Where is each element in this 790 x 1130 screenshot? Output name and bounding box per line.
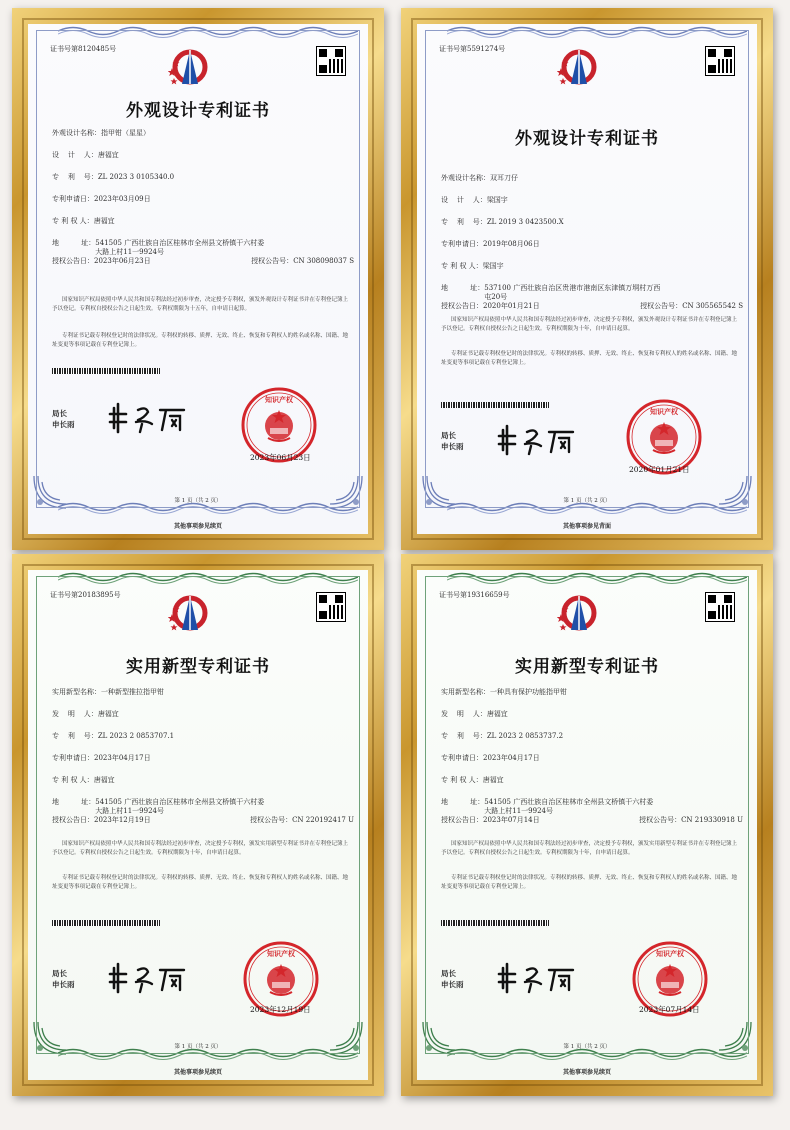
certificate-fields — [52, 688, 354, 838]
field-label: 专利申请日： — [52, 754, 94, 762]
certificate-title: 外观设计专利证书 — [126, 101, 270, 121]
qr-code-icon — [316, 46, 346, 76]
seal-date: 2023年06月23日 — [250, 453, 311, 462]
address-line-2: 屯20号 — [484, 292, 508, 301]
field-label: 专 利 权 人： — [52, 217, 94, 225]
field-label: 专利申请日： — [52, 195, 94, 203]
seal-date: 2020年01月21日 — [629, 465, 690, 474]
field-value: ZL 2019 3 0423500.X — [486, 218, 564, 226]
certificate-paragraph-1: 国家知识产权局依照中华人民共和国专利法经过初步审查，决定授予专利权，颁发外观设计专利证书并在专利登记簿上予以登记。专利权自授权公告之日起生效。专利权期限为十五年，自申请日起算。 — [52, 297, 349, 312]
certificate-paragraph-1: 国家知识产权局依照中华人民共和国专利法经过初步审查，决定授予专利权，颁发实用新型专利证书并在专利登记簿上予以登记。专利权自授权公告之日起生效。专利权期限为十年，自申请日起算。 — [441, 841, 738, 856]
director-title: 局长 — [52, 409, 67, 418]
certificate-title: 外观设计专利证书 — [515, 129, 659, 149]
qr-code-icon — [705, 592, 735, 622]
field-label: 实用新型名称： — [52, 688, 101, 696]
field-label: 外观设计名称： — [441, 174, 490, 182]
cnipa-logo-icon — [557, 46, 597, 88]
address-line-2: 大路上村11一9924号 — [95, 806, 164, 815]
page-number: 第 1 页（共 2 页） — [563, 1044, 611, 1050]
director-signature — [108, 962, 198, 994]
grant-no-label: 授权公告号： — [640, 302, 683, 310]
certificate-paragraph-2: 专利证书记载专利权登记时的法律状况。专利权的转移、质押、无效、终止、恢复和专利权人的姓名或名称、国籍、地址变更等事项记载在专利登记簿上。 — [52, 333, 349, 348]
page-number: 第 1 页（共 2 页） — [563, 498, 611, 504]
certificate-frame-4 — [401, 554, 773, 1096]
certificate-paragraph-1: 国家知识产权局依照中华人民共和国专利法经过初步审查，决定授予专利权，颁发外观设计专利证书并在专利登记簿上予以登记。专利权自授权公告之日起生效。专利权期限为十年，自申请日起算。 — [441, 317, 738, 332]
certificate-paragraph-1: 国家知识产权局依照中华人民共和国专利法经过初步审查，决定授予专利权，颁发实用新型专利证书并在专利登记簿上予以登记。专利权自授权公告之日起生效。专利权期限为十年，自申请日起算。 — [52, 841, 349, 856]
address-line-1: 541505 广西壮族自治区桂林市全州县文桥镇干六村委 — [95, 798, 265, 806]
grant-date: 2023年12月19日 — [94, 816, 151, 824]
grant-date-label: 授权公告日： — [52, 257, 94, 265]
grant-no: CN 305565542 S — [682, 302, 743, 310]
director-block — [52, 408, 75, 431]
cnipa-logo-icon — [168, 46, 208, 88]
seal-date: 2023年07月14日 — [639, 1005, 700, 1014]
field-value: 唐福宜 — [93, 776, 115, 784]
field-value: 唐福宜 — [97, 151, 119, 159]
director-signature — [497, 424, 587, 456]
certificate-paper — [417, 570, 757, 1080]
grant-date: 2023年06月23日 — [94, 257, 151, 265]
grant-date: 2023年07月14日 — [483, 816, 540, 824]
certificate-title: 实用新型专利证书 — [126, 657, 270, 677]
field-value: ZL 2023 3 0105340.0 — [97, 173, 175, 181]
director-name: 申长雨 — [441, 442, 464, 452]
field-value: 一种具有保护功能指甲钳 — [490, 688, 567, 696]
field-label: 地 址： — [52, 798, 96, 806]
director-block — [441, 968, 464, 991]
certificate-paper — [417, 24, 757, 534]
certificate-frame-3 — [12, 554, 384, 1096]
footer-note: 其他事项参见背面 — [562, 523, 611, 530]
field-value: 2023年04月17日 — [483, 754, 540, 762]
certificate-frame-2 — [401, 8, 773, 550]
field-value: 梁国宇 — [482, 262, 504, 270]
footer-note: 其他事项参见续页 — [562, 1069, 611, 1076]
address-line-1: 541505 广西壮族自治区桂林市全州县文桥镇干六村委 — [95, 239, 265, 247]
grant-date: 2020年01月21日 — [483, 302, 540, 310]
field-label: 地 址： — [52, 239, 96, 247]
qr-code-icon — [705, 46, 735, 76]
barcode — [441, 920, 549, 926]
field-value: 唐福宜 — [93, 217, 115, 225]
director-name: 申长雨 — [52, 420, 75, 430]
director-title: 局长 — [441, 431, 456, 440]
footer-note: 其他事项参见续页 — [173, 1069, 222, 1076]
grant-no: CN 219330918 U — [681, 816, 743, 824]
certificate-paper — [28, 24, 368, 534]
field-label: 发 明 人： — [52, 710, 98, 718]
address-line-1: 541505 广西壮族自治区桂林市全州县文桥镇干六村委 — [484, 798, 654, 806]
page-number: 第 1 页（共 2 页） — [174, 498, 222, 504]
director-block — [52, 968, 75, 991]
field-value: 唐福宜 — [97, 710, 119, 718]
grant-date-label: 授权公告日： — [441, 302, 483, 310]
field-label: 设 计 人： — [441, 196, 487, 204]
field-value: 一种新型推拉指甲钳 — [101, 688, 164, 696]
field-value: 唐福宜 — [486, 710, 508, 718]
cnipa-logo-icon — [168, 592, 208, 634]
certificate-fields — [441, 174, 743, 324]
field-label: 专 利 号： — [52, 732, 98, 740]
director-title: 局长 — [441, 969, 456, 978]
grant-no-label: 授权公告号： — [250, 816, 293, 824]
field-label: 专 利 权 人： — [441, 262, 483, 270]
certificate-frame-1 — [12, 8, 384, 550]
field-value: ZL 2023 2 0853707.1 — [97, 732, 175, 740]
grant-date-label: 授权公告日： — [441, 816, 483, 824]
field-value: 梁国宇 — [486, 196, 508, 204]
grant-date-label: 授权公告日： — [52, 816, 94, 824]
certificate-paragraph-2: 专利证书记载专利权登记时的法律状况。专利权的转移、质押、无效、终止、恢复和专利权人的姓名或名称、国籍、地址变更等事项记载在专利登记簿上。 — [52, 875, 349, 890]
field-value: 指甲钳（星星） — [101, 129, 150, 137]
field-value: ZL 2023 2 0853737.2 — [486, 732, 564, 740]
certificate-paragraph-2: 专利证书记载专利权登记时的法律状况。专利权的转移、质押、无效、终止、恢复和专利权人的姓名或名称、国籍、地址变更等事项记载在专利登记簿上。 — [441, 875, 738, 890]
barcode — [441, 402, 549, 408]
field-label: 专 利 号： — [52, 173, 98, 181]
field-label: 实用新型名称： — [441, 688, 490, 696]
field-value: 2023年03月09日 — [94, 195, 151, 203]
field-label: 发 明 人： — [441, 710, 487, 718]
certificate-paper — [28, 570, 368, 1080]
address-line-1: 537100 广西壮族自治区贵港市港南区东津镇万垌村万西 — [484, 284, 661, 292]
address-line-2: 大路上村11一9924号 — [95, 247, 164, 256]
barcode — [52, 920, 160, 926]
certificate-number: 证书号第5591274号 — [439, 45, 506, 53]
certificate-number: 证书号第20183895号 — [50, 591, 121, 599]
field-label: 专利申请日： — [441, 754, 483, 762]
field-label: 专 利 号： — [441, 218, 487, 226]
certificate-number: 证书号第19316659号 — [439, 591, 510, 599]
grant-no: CN 308098037 S — [293, 257, 354, 265]
grant-no-label: 授权公告号： — [251, 257, 294, 265]
field-value: 2019年08月06日 — [483, 240, 540, 248]
field-label: 设 计 人： — [52, 151, 98, 159]
field-value: 双耳刀仔 — [490, 174, 518, 182]
address-line-2: 大路上村11一9924号 — [484, 806, 553, 815]
field-label: 地 址： — [441, 798, 485, 806]
footer-note: 其他事项参见续页 — [173, 523, 222, 530]
director-signature — [497, 962, 587, 994]
qr-code-icon — [316, 592, 346, 622]
cnipa-logo-icon — [557, 592, 597, 634]
field-label: 专 利 号： — [441, 732, 487, 740]
grant-no: CN 220192417 U — [292, 816, 354, 824]
director-title: 局长 — [52, 969, 67, 978]
director-block — [441, 430, 464, 453]
field-label: 外观设计名称： — [52, 129, 101, 137]
director-name: 申长雨 — [441, 980, 464, 990]
page-number: 第 1 页（共 2 页） — [174, 1044, 222, 1050]
seal-date: 2023年12月19日 — [250, 1005, 311, 1014]
barcode — [52, 368, 160, 374]
director-name: 申长雨 — [52, 980, 75, 990]
director-signature — [108, 402, 198, 434]
certificate-paragraph-2: 专利证书记载专利权登记时的法律状况。专利权的转移、质押、无效、终止、恢复和专利权人的姓名或名称、国籍、地址变更等事项记载在专利登记簿上。 — [441, 351, 738, 366]
certificate-fields — [441, 688, 743, 838]
field-value: 唐福宜 — [482, 776, 504, 784]
field-label: 专 利 权 人： — [52, 776, 94, 784]
grant-no-label: 授权公告号： — [639, 816, 682, 824]
field-label: 地 址： — [441, 284, 485, 292]
certificate-title: 实用新型专利证书 — [515, 657, 659, 677]
field-value: 2023年04月17日 — [94, 754, 151, 762]
certificate-fields — [52, 129, 354, 279]
certificate-number: 证书号第8120485号 — [50, 45, 117, 53]
field-label: 专 利 权 人： — [441, 776, 483, 784]
field-label: 专利申请日： — [441, 240, 483, 248]
